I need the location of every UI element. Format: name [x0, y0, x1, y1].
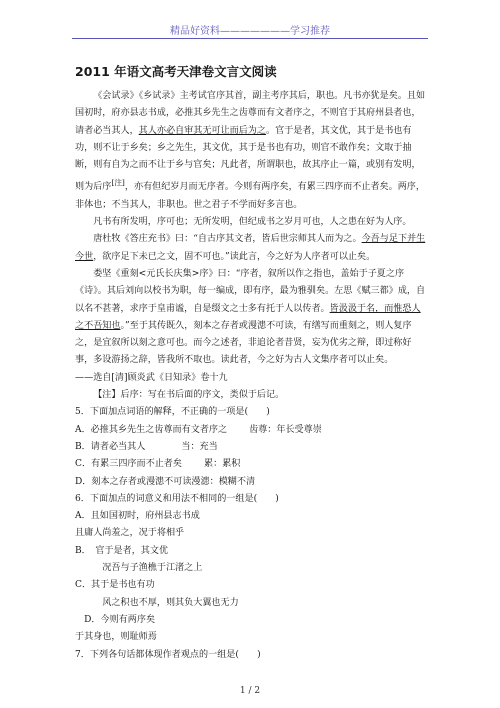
page-header: 精品好资料———————学习推荐 [170, 26, 330, 37]
text-span: ，亦有但纪岁月而无序者。今则有两序矣，有累三四序而不止者矣。两序，非体也；不当其人，非职也。世之君子不学而好多言也。 [75, 182, 425, 210]
question-6-option-d-line-2: 于其身也，则耻师焉 [75, 632, 157, 643]
passage-source: ——选自[清]顾炎武《日知录》卷十九 [75, 372, 228, 383]
question-5-stem: 5．下面加点词语的解释，不正确的一项是( ) [75, 407, 270, 418]
text-span: 。官于是者，其文优，其于是书也有功，则不让于乡矣；乡之先生，其文优，其于是书也有功，则官不敢作矣；文取于抽断，则有自为之而不让于乡与官矣；凡此者，所谓职也，故其序止一篇，或别有发明，则为后序 [75, 125, 421, 193]
option-text: A．必推其乡先生之齿尊而有文者序之 [75, 424, 228, 435]
option-text: B．请者必当其人 [75, 441, 146, 452]
text-span: 。”至于其传既久，刻本之存者或漫漶不可读，有缮写而重刻之，则人复序之，是宜叙所以刻之意可也。而今之述者，非追论者昔贤，妄为优劣之辩，即过称好事，多设游扬之辞，皆我所不取也。读此者，今之好为古人文集序者可以止矣。 [75, 320, 412, 366]
passage-paragraph-3 [75, 231, 427, 266]
document-body [75, 62, 427, 664]
option-gloss: 累：累积 [204, 459, 241, 470]
question-5-option-c [75, 456, 427, 473]
text-span: 《会试录》《乡试录》主考试官序其首，副主考序其后，职也。凡书亦犹是矣。且如国初时，府亦县志书成，必推其乡先生之齿尊而有文者序之，不则官于其府州县者也，请者必当其人， [75, 91, 426, 136]
option-text: C．有累三四序而不止者矣 [75, 459, 182, 470]
option-gloss: 齿尊：年长受尊崇 [249, 424, 322, 435]
underlined-sentence: 今吾与足下并生今世 [75, 234, 426, 262]
footnote-marker: [注] [111, 178, 125, 188]
question-6-option-a-line-1: A．且如国初时，府州县志书成 [75, 511, 200, 522]
question-7-stem: 7．下列各句话都体现作者观点的一组是( ) [75, 649, 261, 660]
question-6-option-c-line-1: C．其于是书也有功 [75, 580, 155, 591]
underlined-sentence: 其人亦必自审其无可让而后为之 [138, 125, 266, 136]
header-rule [72, 38, 428, 39]
page-number: 1 / 2 [239, 686, 261, 696]
passage-paragraph-1 [75, 88, 427, 214]
question-6-option-b-line-2: 况吾与子渔樵于江渚之上 [102, 563, 203, 574]
page-title: 2011 年语文高考天津卷文言文阅读 [75, 64, 277, 79]
passage-paragraph-2: 凡书有所发明，序可也；无所发明，但纪成书之岁月可也，人之患在好为人序。 [93, 217, 412, 228]
passage-note: 【注】后序：写在书后面的序文，类似于后记。 [93, 390, 285, 401]
text-span: ，欲序足下未已之文，固不可也。”读此言，今之好为人序者可以止矣。 [93, 251, 376, 262]
question-5-option-a [75, 422, 427, 439]
passage-paragraph-4 [75, 266, 427, 370]
text-span: 唐杜牧《答庄充书》曰：“自古序其文者，皆后世宗师其人而为之。 [93, 234, 362, 245]
option-gloss: 当：充当 [181, 441, 218, 452]
question-6-stem: 6．下面加点的词意义和用法不相同的一组是( ) [75, 493, 279, 504]
question-5-option-d: D．刻本之存者或漫漶不可读漫漶：模糊不清 [75, 476, 256, 487]
question-6-option-d-line-1: D．今则有两序矣 [84, 614, 156, 625]
question-6-option-a-line-2: 且庸人尚羞之，况于将相乎 [75, 528, 185, 539]
question-6-option-c-line-2: 风之积也不厚，则其负大翼也无力 [102, 597, 239, 608]
question-6-option-b-line-1: B． 官于是者，其文优 [75, 545, 169, 556]
underlined-sentence: 皆汲汲于名，而惟恐人之不吾知也 [75, 303, 421, 331]
question-5-option-b [75, 439, 427, 456]
text-span: 娄坚《重刻<元氏长庆集>序》曰：“序者，叙所以作之指也，盖始于子夏之序《诗》。其后刘向以校书为职，每一编成，即有序，最为雅驯矣。左思《赋三都》成，自以名不甚著，求序于皇甫谧，自是缀文之士多有托于人以传者。 [75, 269, 426, 314]
